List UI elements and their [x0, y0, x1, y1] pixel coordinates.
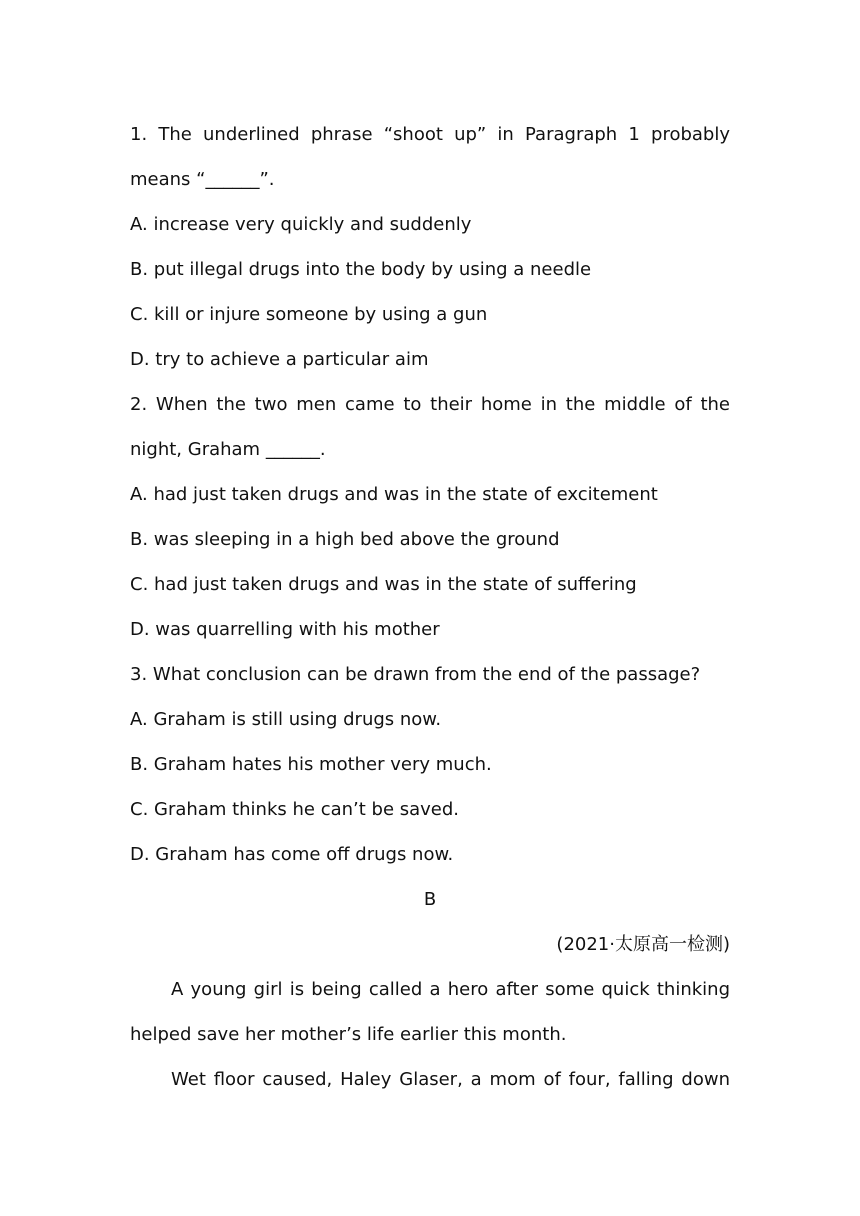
question-3-option-b: B. Graham hates his mother very much.	[130, 754, 492, 775]
question-3-option-c: C. Graham thinks he can’t be saved.	[130, 799, 460, 820]
section-label: B	[423, 889, 437, 910]
question-1-option-c: C. kill or injure someone by using a gun	[130, 304, 488, 325]
question-3-option-d: D. Graham has come off drugs now.	[130, 844, 454, 865]
question-1-stem: 1. The underlined phrase “shoot up” in Paragraph 1 probably means “______”.	[130, 124, 730, 190]
question-2-option-d: D. was quarrelling with his mother	[130, 619, 440, 640]
question-2-stem: 2. When the two men came to their home in the middle of the night, Graham ______.	[130, 394, 730, 460]
question-1-option-a: A. increase very quickly and suddenly	[130, 214, 472, 235]
question-2-option-c: C. had just taken drugs and was in the state of suffering	[130, 574, 637, 595]
question-3-stem: 3. What conclusion can be drawn from the end of the passage?	[130, 664, 701, 685]
document-page	[130, 112, 730, 1102]
question-2-option-a: A. had just taken drugs and was in the state of excitement	[130, 484, 658, 505]
question-3-option-a: A. Graham is still using drugs now.	[130, 709, 442, 730]
question-1-option-b: B. put illegal drugs into the body by using a needle	[130, 259, 592, 280]
question-1-option-d: D. try to achieve a particular aim	[130, 349, 429, 370]
question-2-option-b: B. was sleeping in a high bed above the ground	[130, 529, 560, 550]
section-source: (2021·太原高一检测)	[556, 934, 730, 955]
passage-paragraph-2: Wet floor caused, Haley Glaser, a mom of four, falling down	[171, 1069, 730, 1090]
passage-paragraph-1: A young girl is being called a hero after some quick thinking helped save her mother’s life earlier this month.	[130, 979, 730, 1045]
